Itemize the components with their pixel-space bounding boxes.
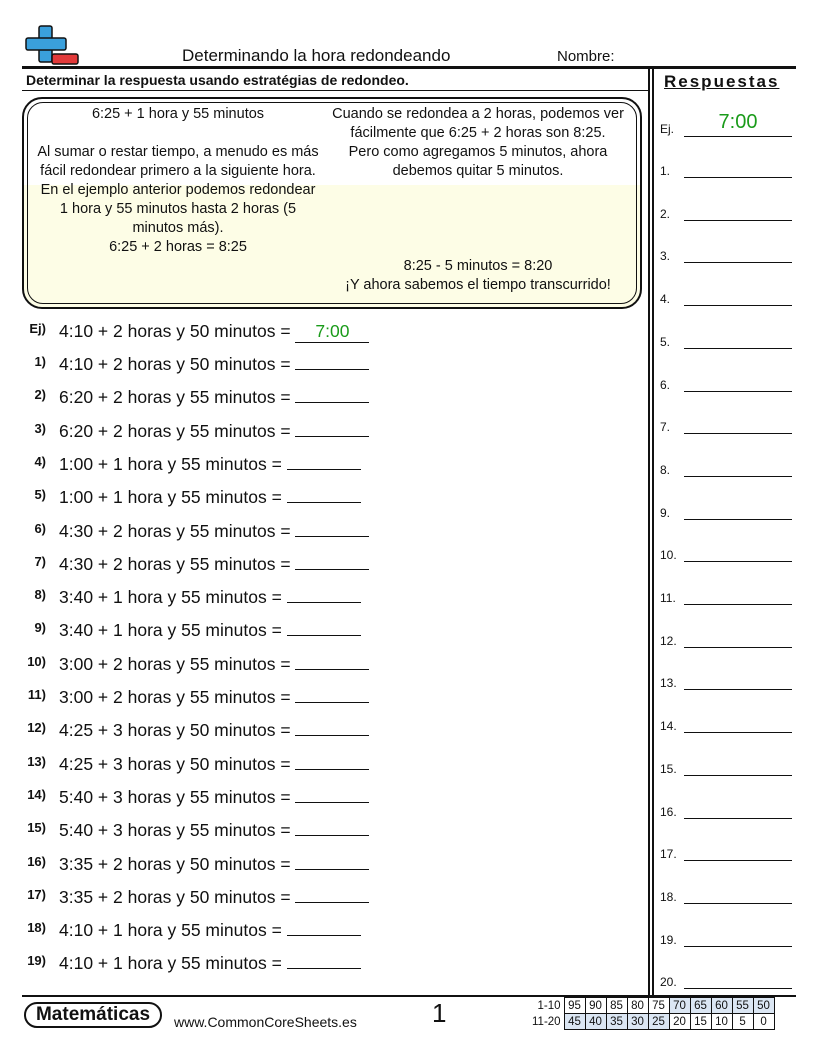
example-text: Cuando se redondea a 2 horas, podemos ver fácilmente que 6:25 + 2 horas son 8:25. [332,106,624,141]
score-cell: 40 [585,1014,606,1030]
problem-number: 12) [27,720,46,736]
score-cell: 85 [606,998,627,1014]
answer-line[interactable] [684,518,792,520]
answer-line[interactable] [684,219,792,221]
score-row [530,1014,774,1030]
name-label: Nombre: [557,48,615,65]
answer-example-label: Ej. [660,122,675,136]
answer-label: 14. [660,719,677,734]
problem-number: 5) [34,487,46,503]
answer-blank[interactable] [287,934,361,936]
answer-blank[interactable] [295,668,369,670]
answer-blank[interactable] [295,701,369,703]
problem-row [59,920,361,941]
problem-text: 4:10 + 1 hora y 55 minutos = [59,920,282,941]
score-cell: 90 [585,998,606,1014]
problem-number: 2) [34,387,46,403]
score-cell: 95 [564,998,585,1014]
problem-row [59,521,369,542]
example-text: 8:25 - 5 minutos = 8:20 [403,258,553,274]
score-cell: 25 [648,1014,669,1030]
score-cell: 20 [669,1014,690,1030]
example-text: Al sumar o restar tiempo, a menudo es más fácil redondear primero a la siguiente hora. [37,144,319,179]
problem-number: 11) [27,687,46,702]
problem-row [59,620,361,641]
problem-number: 9) [34,620,46,636]
problem-text: 3:00 + 2 horas y 55 minutos = [59,687,291,707]
answer-blank[interactable] [295,901,369,903]
problem-text: 3:35 + 2 horas y 50 minutos = [59,886,291,907]
score-cell: 30 [627,1014,648,1030]
answer-label: 16. [660,804,677,819]
score-cell: 55 [732,998,753,1014]
score-row [530,998,774,1014]
problem-text: 3:00 + 2 horas y 55 minutos = [59,653,291,674]
example-problem-label: Ej) [29,321,46,336]
problem-row [59,820,369,841]
answer-blank[interactable] [295,401,369,403]
answer-blank[interactable] [287,967,361,969]
site-url: www.CommonCoreSheets.es [174,1014,357,1030]
answer-line[interactable] [684,859,792,861]
score-cell: 10 [711,1014,732,1030]
answer-line[interactable] [684,817,792,819]
column-divider [652,66,654,996]
answer-line[interactable] [684,774,792,776]
answer-label: 7. [660,420,671,435]
problem-number: 17) [27,886,46,902]
problem-text: 5:40 + 3 horas y 55 minutos = [59,820,291,841]
answer-line[interactable] [684,560,792,562]
score-cell: 50 [753,998,774,1014]
answer-blank[interactable] [287,634,361,636]
problem-row [59,687,369,708]
answer-blank[interactable] [295,768,369,770]
answer-label: 8. [660,462,671,477]
spacer [318,181,638,257]
problem-number: 19) [27,953,46,969]
problem-text: 4:25 + 3 horas y 50 minutos = [59,753,291,774]
answer-label: 1. [660,164,671,178]
problem-number: 3) [34,420,46,436]
score-cell: 70 [669,998,690,1014]
problem-text: 6:20 + 2 horas y 55 minutos = [59,387,291,408]
page-title: Determinando la hora redondeando [182,46,451,65]
problem-text: 3:35 + 2 horas y 50 minutos = [59,853,291,874]
score-row-label: 1-10 [537,999,561,1012]
column-divider [648,66,650,996]
problem-number: 7) [34,553,46,569]
answer-line[interactable] [684,902,792,904]
problem-row [59,720,369,741]
answer-label: 10. [660,548,677,563]
answer-line[interactable] [684,646,792,648]
answer-line[interactable] [684,304,792,306]
problem-number: 8) [34,587,46,603]
answer-label: 19. [660,932,677,947]
problem-text: 4:25 + 3 horas y 50 minutos = [59,720,291,741]
answer-blank[interactable] [295,868,369,870]
score-cell: 0 [753,1014,774,1030]
answer-label: 5. [660,334,671,349]
problem-row [59,387,369,408]
example-explanation-right [318,105,638,295]
answer-line[interactable] [684,432,792,434]
problem-row [59,454,361,475]
page-number: 1 [432,998,447,1028]
problem-row [59,554,369,575]
problem-text: 1:00 + 1 hora y 55 minutos = [59,453,282,474]
answer-label: 18. [660,889,677,904]
score-table [530,997,775,1030]
answer-label: 15. [660,761,677,776]
score-cell: 80 [627,998,648,1014]
answer-blank[interactable] [295,734,369,736]
answer-line[interactable] [684,390,792,392]
problem-row [59,787,369,808]
answer-line[interactable] [684,603,792,605]
problem-text: 4:30 + 2 horas y 55 minutos = [59,553,291,574]
problem-text: 5:40 + 3 horas y 55 minutos = [59,786,291,807]
answer-example-value: 7:00 [718,111,758,133]
answer-line[interactable] [684,987,792,989]
score-cell: 60 [711,998,732,1014]
problem-row [59,421,369,442]
example-text: 6:25 + 2 horas = 8:25 [109,239,247,255]
answer-line[interactable] [684,731,792,733]
spacer [36,124,320,143]
answer-label: 11. [660,591,676,605]
example-text: 6:25 + 1 hora y 55 minutos [91,106,265,122]
score-cell: 75 [648,998,669,1014]
answers-title: Respuestas [664,72,780,91]
problem-text: 4:30 + 2 horas y 55 minutos = [59,520,291,541]
problem-number: 18) [27,920,46,936]
problem-number: 16) [27,853,46,869]
answer-line[interactable] [684,945,792,947]
problem-number: 1) [34,354,46,369]
logo-plus-minus-icon [24,24,80,68]
answer-blank[interactable] [295,535,369,537]
answer-blank[interactable] [295,834,369,836]
problem-number: 6) [34,520,46,536]
top-divider [22,66,796,69]
score-row-label: 11-20 [532,1015,561,1028]
problem-row [59,754,369,775]
answer-blank[interactable] [287,501,361,503]
answer-line[interactable] [684,176,792,178]
answer-label: 17. [660,847,677,862]
answer-label: 13. [660,676,677,691]
answer-example-line [684,135,792,137]
problem-text: 6:20 + 2 horas y 55 minutos = [59,420,291,441]
problem-number: 4) [34,453,46,469]
example-explanation-left [36,105,320,257]
problem-text: 1:00 + 1 hora y 55 minutos = [59,487,282,508]
problem-text: 3:40 + 1 hora y 55 minutos = [59,587,282,608]
problem-row [59,854,369,875]
problem-row [59,354,369,375]
problem-number: 10) [27,653,46,669]
answer-line[interactable] [684,347,792,349]
score-cell: 35 [606,1014,627,1030]
instructions-divider [22,90,648,91]
example-text: En el ejemplo anterior podemos redondear 1 hora y 55 minutos hasta 2 horas (5 minutos más). [40,182,316,236]
answer-line[interactable] [684,475,792,477]
problem-number: 14) [27,786,46,802]
problem-number: 15) [27,820,46,836]
answer-label: 6. [660,377,671,392]
problem-text: 4:10 + 2 horas y 50 minutos = [59,354,291,374]
problem-row [59,587,361,608]
answer-label: 2. [660,206,671,221]
answer-blank[interactable] [295,368,369,370]
example-text: Pero como agregamos 5 minutos, ahora debemos quitar 5 minutos. [348,144,608,179]
brand-badge: Matemáticas [24,1002,162,1028]
answer-blank[interactable] [287,601,361,603]
answer-blank[interactable] [295,435,369,437]
instructions: Determinar la respuesta usando estratégias de redondeo. [26,72,409,88]
answer-label: 20. [660,975,677,990]
answer-label: 3. [660,249,671,264]
problem-row [59,487,361,508]
example-text: ¡Y ahora sabemos el tiempo transcurrido! [345,277,611,293]
answer-line[interactable] [684,261,792,263]
example-problem [59,321,369,343]
problem-row [59,953,361,974]
answer-label: 4. [660,292,671,307]
answer-label: 12. [660,633,677,648]
score-cell: 45 [564,1014,585,1030]
answer-blank[interactable] [295,568,369,570]
example-answer: 7:00 [295,321,369,343]
score-cell: 5 [732,1014,753,1030]
answer-blank[interactable] [287,468,361,470]
problem-text: 3:40 + 1 hora y 55 minutos = [59,620,282,641]
score-cell: 15 [690,1014,711,1030]
answer-blank[interactable] [295,801,369,803]
problem-text: 4:10 + 1 hora y 55 minutos = [59,953,282,974]
problem-row [59,654,369,675]
problem-row [59,887,369,908]
problem-text: 4:10 + 2 horas y 50 minutos = [59,321,291,341]
answer-label: 9. [660,505,671,520]
score-cell: 65 [690,998,711,1014]
problem-number: 13) [27,753,46,769]
answer-line[interactable] [684,688,792,690]
